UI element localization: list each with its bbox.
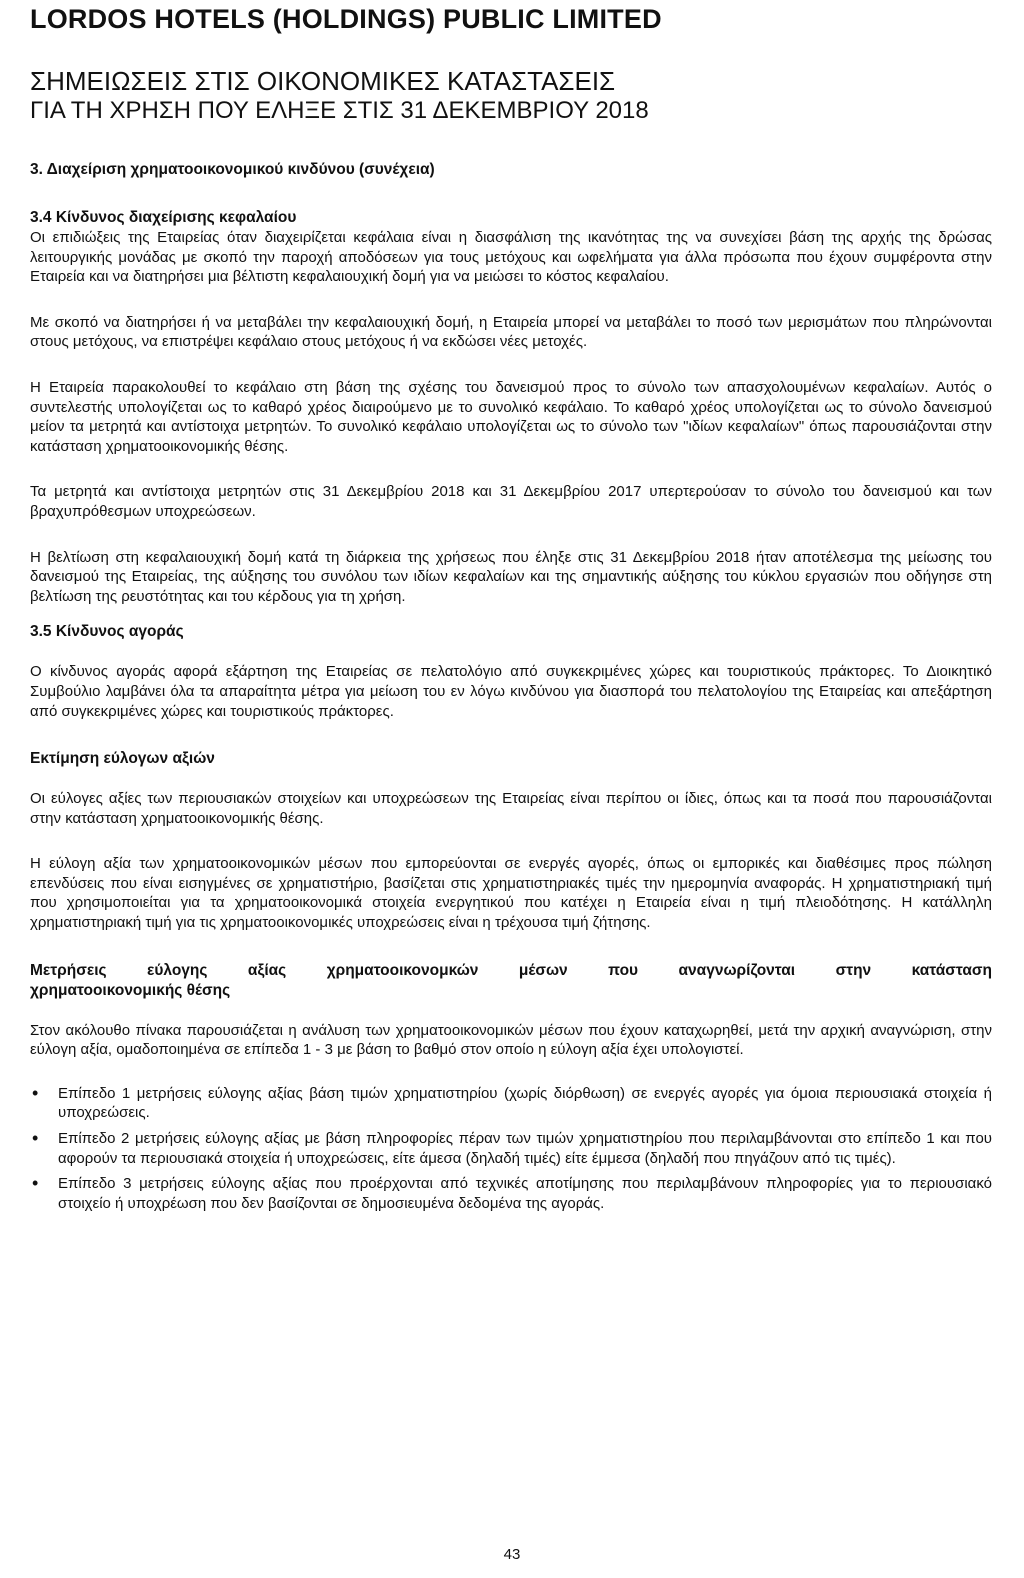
list-item: • Επίπεδο 3 μετρήσεις εύλογης αξίας που προέρχονται από τεχνικές αποτίμησης που περιλαμβάνουν πληροφορίες για το περιουσιακό στοιχείο ή υποχρέωση που δεν βασίζονται σε δημοσιευμένα δεδομένα της αγοράς. [30,1174,992,1213]
section-3-4-paragraph-2: Με σκοπό να διατηρήσει ή να μεταβάλει την κεφαλαιουχική δομή, η Εταιρεία μπορεί να μεταβάλει το ποσό των μερισμάτων που πληρώνονται στους μετόχους, να επιστρέψει κεφάλαιο στους μετόχους ή να εκδώσει νέες μετοχές. [30,313,992,351]
fair-value-levels-list [30,1084,992,1214]
notes-title: ΣΗΜΕΙΩΣΕΙΣ ΣΤΙΣ ΟΙΚΟΝΟΜΙΚΕΣ ΚΑΤΑΣΤΑΣΕΙΣ [30,66,616,96]
company-name: LORDOS HOTELS (HOLDINGS) PUBLIC LIMITED [30,4,662,34]
section-3-4-heading: 3.4 Κίνδυνος διαχείρισης κεφαλαίου [30,209,297,226]
fair-values-heading: Εκτίμηση εύλογων αξιών [30,750,215,768]
measurement-heading-line-2: χρηματοοικονομικής θέσης [30,981,231,999]
measurement-heading [30,961,992,1001]
page-number: 43 [503,1546,521,1563]
list-item: • Επίπεδο 1 μετρήσεις εύλογης αξίας βάση τιμών χρηματιστηρίου (χωρίς διόρθωση) σε ενεργές αγορές για όμοια περιουσιακά στοιχεία ή υποχρεώσεις. [30,1084,992,1123]
section-3-4-paragraph-4: Τα μετρητά και αντίστοιχα μετρητών στις 31 Δεκεμβρίου 2018 και 31 Δεκεμβρίου 2017 υπερτερούσαν το σύνολο του δανεισμού και των βραχυπρόθεσμων υποχρεώσεων. [30,483,992,520]
section-3-5-heading: 3.5 Κίνδυνος αγοράς [30,623,184,641]
section-3-4-paragraph-5: Η βελτίωση στη κεφαλαιουχική δομή κατά τη διάρκεια της χρήσεως που έληξε στις 31 Δεκεμβρίου 2018 ήταν αποτέλεσμα της μείωσης του δανεισμού της Εταιρείας, της αύξησης του συνόλου των ιδίων κεφαλαίων και της σημαντικής αύξησης του κύκλου εργασιών που οδήγησε στη βελτίωση της ρευστότητας και του κέρδους για τη χρήση. [30,548,992,605]
fair-values-paragraph-2: Η εύλογη αξία των χρηματοοικονομικών μέσων που εμπορεύονται σε ενεργές αγορές, όπως οι εμπορικές και διαθέσιμες προς πώληση επενδύσεις που είναι εισηγμένες σε χρηματιστήριο, βασίζεται στις χρηματιστηριακές τιμές την ημερομηνία αναφοράς. Η χρηματιστηριακή τιμή που χρησιμοποιείται για τα χρηματοοικονομικά στοιχεία ενεργητικού που κατέχει η Εταιρεία είναι η τιμή πλειοδότησης. Η κατάλληλη χρηματιστηριακή τιμή για τις χρηματοοικονομικές υποχρεώσεις είναι η τρέχουσα τιμή ζήτησης. [30,855,992,932]
fair-values-paragraph-1: Οι εύλογες αξίες των περιουσιακών στοιχείων και υποχρεώσεων της Εταιρείας είναι περίπου οι ίδιες, όπως και τα ποσά που παρουσιάζονται στην κατάσταση χρηματοοικονομικής θέσης. [30,790,992,827]
section-3-5-paragraph-1: Ο κίνδυνος αγοράς αφορά εξάρτηση της Εταιρείας σε πελατολόγιο από συγκεκριμένες χώρες και τουριστικούς πράκτορες. Το Διοικητικό Συμβούλιο λαμβάνει όλα τα απαραίτητα μέτρα για μείωση του εν λόγω κινδύνου για διασπορά του πελατολογίου της Εταιρείας και απεξάρτηση από συγκεκριμένες χώρες και τουριστικούς πράκτορες. [30,663,992,720]
section-3-heading: 3. Διαχείριση χρηματοοικονομικού κινδύνου (συνέχεια) [30,161,435,178]
section-3-4-paragraph-3: Η Εταιρεία παρακολουθεί το κεφάλαιο στη βάση της σχέσης του δανεισμού προς το σύνολο των απασχολουμένων κεφαλαίων. Αυτός ο συντελεστής υπολογίζεται ως το καθαρό χρέος διαιρούμενο με το συνολικό κεφάλαιο. Το καθαρό χρέος υπολογίζεται ως το σύνολο δανεισμού μείον τα μετρητά και αντίστοιχα μετρητών. Το συνολικό κεφάλαιο υπολογίζεται ως το σύνολο των "ιδίων κεφαλαίων" όπως παρουσιάζονται στην κατάσταση χρηματοοικονομικής θέσης. [30,378,992,455]
document-body [30,160,992,1219]
measurement-heading-line-1: Μετρήσεις εύλογης αξίας χρηματοοικονομκών μέσων που αναγνωρίζονται στην κατάσταση [30,961,992,979]
notes-period: ΓΙΑ ΤΗ ΧΡΗΣΗ ΠΟΥ ΕΛΗΞΕ ΣΤΙΣ 31 ΔΕΚΕΜΒΡΙΟΥ 2018 [30,97,649,124]
section-3-4-paragraph-1: Οι επιδιώξεις της Εταιρείας όταν διαχειρίζεται κεφάλαια είναι η διασφάλιση της ικανότητας της να συνεχίσει βάση της αρχής της δρώσας λειτουργικής μονάδας με σκοπό την παροχή αποδόσεων για τους μετόχους και ωφελήματα για άλλα πρόσωπα που έχουν συμφέροντα στην Εταιρεία και να διατηρήσει μια βέλτιστη κεφαλαιουχική δομή για να μειώσει το κόστος κεφαλαίου. [30,229,992,286]
list-item: • Επίπεδο 2 μετρήσεις εύλογης αξίας με βάση πληροφορίες πέραν των τιμών χρηματιστηρίου που περιλαμβάνονται στο επίπεδο 1 και που αφορούν τα περιουσιακά στοιχεία ή υποχρεώσεις, είτε άμεσα (δηλαδή τιμές) είτε έμμεσα (δηλαδή που πηγάζουν από τις τιμές). [30,1129,992,1168]
measurement-paragraph-1: Στον ακόλουθο πίνακα παρουσιάζεται η ανάλυση των χρηματοοικονομικών μέσων που έχουν καταχωρηθεί, μετά την αρχική αναγνώριση, στην εύλογη αξία, ομαδοποιημένα σε επίπεδα 1 - 3 με βάση το βαθμό στον οποίο η εύλογη αξία έχει υπολογιστεί. [30,1021,992,1059]
